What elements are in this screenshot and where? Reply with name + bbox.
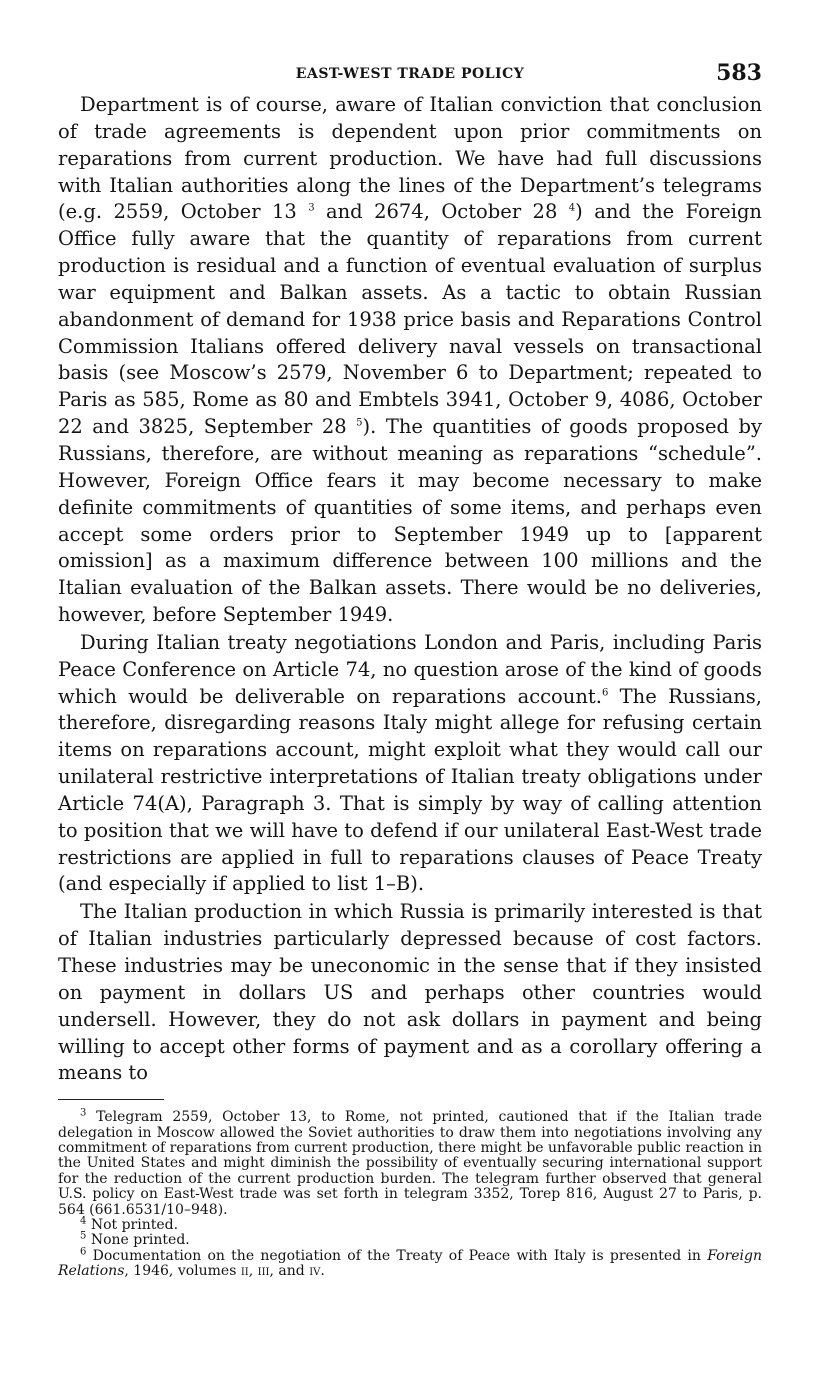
footnote-5 (58, 1230, 762, 1249)
footnote-6 (58, 1246, 762, 1280)
document-page (58, 58, 762, 1280)
paragraph-1-part-3: ) and the Foreign Office fully aware that the quantity of reparations from current production is residual and a function of eventual evaluation of surplus war equipment and Balkan assets. As a tactic to obtain Russian abandonment of demand for 1938 price basis and Reparations Control Commission Italians offered delivery naval vessels on transactional basis (see Moscow’s 2579, November 6 to Department; repeated to Paris as 585, Rome as 80 and Embtels 3941, October 9, 4086, October 22 and 3825, September 28 (58, 200, 762, 439)
footnote-3 (58, 1107, 762, 1218)
footnote-6-end: . (320, 1263, 325, 1280)
footnote-3-marker: 3 (80, 1107, 87, 1119)
paragraph-1-part-1: Department is of course, aware of Italian conviction that conclusion of trade agreements is dependent upon prior commitments on reparations from current production. We have had full discussions with Italian authorities along the lines of the Department’s telegrams (e.g. 2559, October 13 (58, 93, 762, 224)
footnotes (58, 1107, 762, 1280)
page-number: 583 (716, 60, 762, 86)
footnote-6-and: , and (269, 1263, 310, 1280)
footnote-ref-3: 3 (308, 202, 315, 214)
footnote-ref-4: 4 (568, 202, 576, 214)
paragraph-1 (58, 92, 762, 629)
paragraph-3: The Italian production in which Russia is primarily interested is that of Italian industries particularly depressed because of cost factors. These industries may be uneconomic in the sense that if they insisted on payment in dollars US and perhaps other countries would undersell. However, they do not ask dollars in payment and being willing to accept other forms of payment and as a corollary offering a means to (58, 900, 762, 1085)
footnote-3-text: Telegram 2559, October 13, to Rome, not printed, cautioned that if the Italian trade delegation in Moscow allowed the Soviet authorities to draw them into negotiations involving any commitment of reparations from current production, there might be unfavorable public reaction in the United States and might diminish the possibility of eventually securing international support for the reduction of the current production burden. The telegram further observed that general U.S. policy on East-West trade was set forth in telegram 3352, Torep 816, August 27 to Paris, p. 564 (661.6531/10–948). (58, 1109, 762, 1218)
footnote-6-marker: 6 (80, 1246, 87, 1258)
paragraph-2-part-1: During Italian treaty negotiations London and Paris, including Paris Peace Conference on Article 74, no question arose of the kind of goods which would be deliverable on reparations account. (58, 630, 762, 708)
footnote-6-last-volume: iv (309, 1263, 321, 1280)
footnote-ref-6: 6 (601, 687, 609, 699)
paragraph-1-part-4: ). The quantities of goods proposed by Russians, therefore, are without meaning as reparations “schedule”. However, Foreign Office fears it may become necessary to make definite commitments of quantities of some items, and perhaps even accept some orders prior to September 1949 up to [apparent omission] as a maximum difference between 100 millions and the Italian evaluation of the Balkan assets. There would be no deliveries, however, before September 1949. (58, 415, 762, 627)
body-text (58, 92, 762, 1087)
footnote-5-marker: 5 (80, 1230, 87, 1242)
page-header (58, 58, 762, 92)
paragraph-1-part-2: and 2674, October 28 (314, 200, 569, 224)
footnote-ref-5: 5 (356, 417, 363, 429)
footnote-4-marker: 4 (80, 1215, 87, 1227)
footnote-6-text: Documentation on the negotiation of the Treaty of Peace with Italy is presented in (86, 1247, 708, 1264)
footnote-4-text: Not printed. (86, 1217, 179, 1234)
footnote-6-volumes: ii, iii (240, 1263, 270, 1280)
footnote-5-text: None printed. (86, 1232, 190, 1249)
paragraph-2 (58, 630, 762, 898)
paragraph-2-part-2: The Russians, therefore, disregarding reasons Italy might allege for refusing certain items on reparations account, might exploit what they would call our unilateral restrictive interpretations of Italian treaty obligations under Article 74(A), Paragraph 3. That is simply by way of calling attention to position that we will have to defend if our unilateral East-West trade restrictions are applied in full to reparations clauses of Peace Treaty (and especially if applied to list 1–B). (58, 684, 762, 896)
footnote-6-year: , 1946, volumes (124, 1263, 241, 1280)
footnote-6-publication-title: Foreign Relations (58, 1247, 762, 1280)
running-title: EAST-WEST TRADE POLICY (295, 66, 525, 82)
footnote-divider (58, 1099, 164, 1100)
